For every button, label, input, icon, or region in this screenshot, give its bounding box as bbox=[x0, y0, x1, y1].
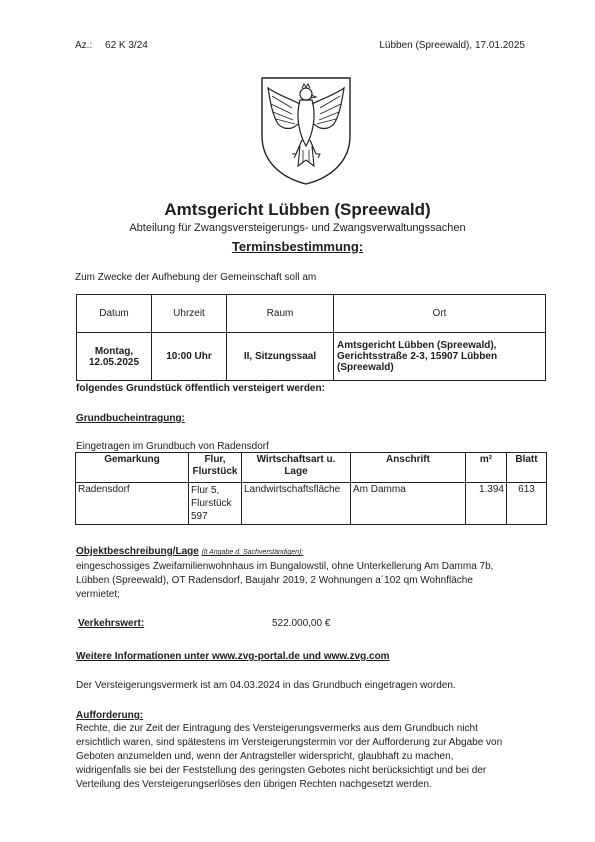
intro-text: Zum Zwecke der Aufhebung der Gemeinschaft soll am bbox=[75, 272, 317, 283]
land-blatt: 613 bbox=[507, 483, 547, 525]
land-header-gemarkung: Gemarkung bbox=[76, 453, 189, 483]
land-wirtschaftsart: Landwirtschaftsfläche bbox=[242, 483, 351, 525]
object-description bbox=[76, 560, 493, 602]
land-header-anschrift: Anschrift bbox=[351, 453, 466, 483]
further-info bbox=[76, 651, 390, 662]
land-register-table bbox=[75, 452, 547, 525]
market-value-label: Verkehrswert: bbox=[78, 618, 145, 629]
land-header-m2: m² bbox=[466, 453, 507, 483]
further-info-and: und bbox=[302, 651, 322, 662]
further-info-prefix: Weitere Informationen unter bbox=[76, 651, 210, 662]
request-line-5: Verteilung des Versteigerungserlöses den übrigen Rechten nachgesetzt werden. bbox=[76, 779, 432, 790]
land-flur-line-1: Flur 5, bbox=[191, 485, 220, 496]
schedule-header-time: Uhrzeit bbox=[152, 295, 227, 333]
object-heading-line bbox=[76, 546, 303, 557]
schedule-time: 10:00 Uhr bbox=[152, 333, 227, 381]
schedule-header-row bbox=[77, 295, 546, 333]
schedule-row bbox=[77, 333, 546, 381]
land-register-header-row bbox=[76, 453, 547, 483]
schedule-location bbox=[334, 333, 546, 381]
land-register-heading: Grundbucheintragung: bbox=[76, 413, 185, 424]
land-register-row bbox=[76, 483, 547, 525]
case-number-label: Az.: bbox=[75, 40, 93, 51]
court-name: Amtsgericht Lübben (Spreewald) bbox=[164, 200, 431, 219]
zvg-portal-link[interactable]: www.zvg-portal.de bbox=[211, 651, 300, 662]
land-anschrift: Am Damma bbox=[351, 483, 466, 525]
request-line-3: Geboten anzumelden und, wenn der Antragsteller widerspricht, glaubhaft zu machen, bbox=[76, 751, 454, 762]
land-header-flur bbox=[189, 453, 242, 483]
document-title: Terminsbestimmung: bbox=[231, 239, 364, 254]
case-number bbox=[75, 40, 148, 51]
request-heading: Aufforderung: bbox=[76, 710, 144, 721]
register-entry-note: Der Versteigerungsvermerk ist am 04.03.2024 in das Grundbuch eingetragen worden. bbox=[76, 680, 456, 691]
land-header-flur-line-1: Flur, bbox=[204, 454, 226, 465]
schedule-location-line-3: (Spreewald) bbox=[337, 362, 394, 373]
schedule-header-location: Ort bbox=[334, 295, 546, 333]
land-area-m2: 1.394 bbox=[466, 483, 507, 525]
schedule-location-line-1: Amtsgericht Lübben (Spreewald), bbox=[337, 340, 497, 351]
schedule-date bbox=[77, 333, 152, 381]
case-number-value: 62 K 3/24 bbox=[105, 40, 148, 51]
schedule-location-line-2: Gerichtsstraße 2-3, 15907 Lübben bbox=[337, 351, 498, 362]
object-description-line-2: Lübben (Spreewald), OT Radensdorf, Baujahr 2019, 2 Wohnungen a´102 qm Wohnfläche bbox=[76, 575, 473, 586]
schedule-header-room: Raum bbox=[227, 295, 334, 333]
object-description-line-3: vermietet; bbox=[76, 589, 120, 600]
land-header-wirtschaftsart-line-2: Lage bbox=[284, 466, 308, 477]
object-heading: Objektbeschreibung/Lage bbox=[76, 546, 199, 557]
auction-statement: folgendes Grundstück öffentlich versteigert werden: bbox=[76, 383, 325, 394]
request-text bbox=[76, 722, 556, 792]
request-line-4: widrigenfalls sie bei der Feststellung des geringsten Gebotes nicht berücksichtigt und bei der bbox=[76, 765, 487, 776]
schedule-date-value: 12.05.2025 bbox=[88, 356, 140, 368]
schedule-date-weekday: Montag, bbox=[94, 345, 134, 357]
place-date: Lübben (Spreewald), 17.01.2025 bbox=[379, 40, 525, 51]
object-description-line-1: eingeschossiges Zweifamilienwohnhaus im Bungalowstil, ohne Unterkellerung Am Damma 7b, bbox=[76, 561, 494, 572]
schedule-header-date: Datum bbox=[77, 295, 152, 333]
request-line-1: Rechte, die zur Zeit der Eintragung des Versteigerungsvermerks aus dem Grundbuch nicht bbox=[76, 723, 478, 734]
object-heading-note: (lt Angabe d. Sachverständigen): bbox=[201, 549, 304, 556]
land-flur-line-2: Flurstück bbox=[191, 498, 232, 509]
schedule-room: II, Sitzungssaal bbox=[227, 333, 334, 381]
land-header-blatt: Blatt bbox=[507, 453, 547, 483]
court-department: Abteilung für Zwangsversteigerungs- und Zwangsverwaltungssachen bbox=[129, 222, 466, 234]
land-header-wirtschaftsart bbox=[242, 453, 351, 483]
request-line-2: ersichtlich waren, sind spätestens im Versteigerungstermin vor der Aufforderung zur Abgabe von bbox=[76, 737, 503, 748]
coat-of-arms-eagle bbox=[258, 74, 354, 186]
land-register-note: Eingetragen im Grundbuch von Radensdorf bbox=[76, 441, 269, 452]
land-gemarkung: Radensdorf bbox=[76, 483, 189, 525]
zvg-com-link[interactable]: www.zvg.com bbox=[323, 651, 390, 662]
market-value-amount: 522.000,00 € bbox=[272, 618, 331, 629]
schedule-table bbox=[76, 294, 546, 381]
land-flur-line-3: 597 bbox=[191, 511, 208, 522]
land-header-flur-line-2: Flurstück bbox=[192, 466, 238, 477]
land-flur bbox=[189, 483, 242, 525]
land-header-wirtschaftsart-line-1: Wirtschaftsart u. bbox=[256, 454, 336, 465]
